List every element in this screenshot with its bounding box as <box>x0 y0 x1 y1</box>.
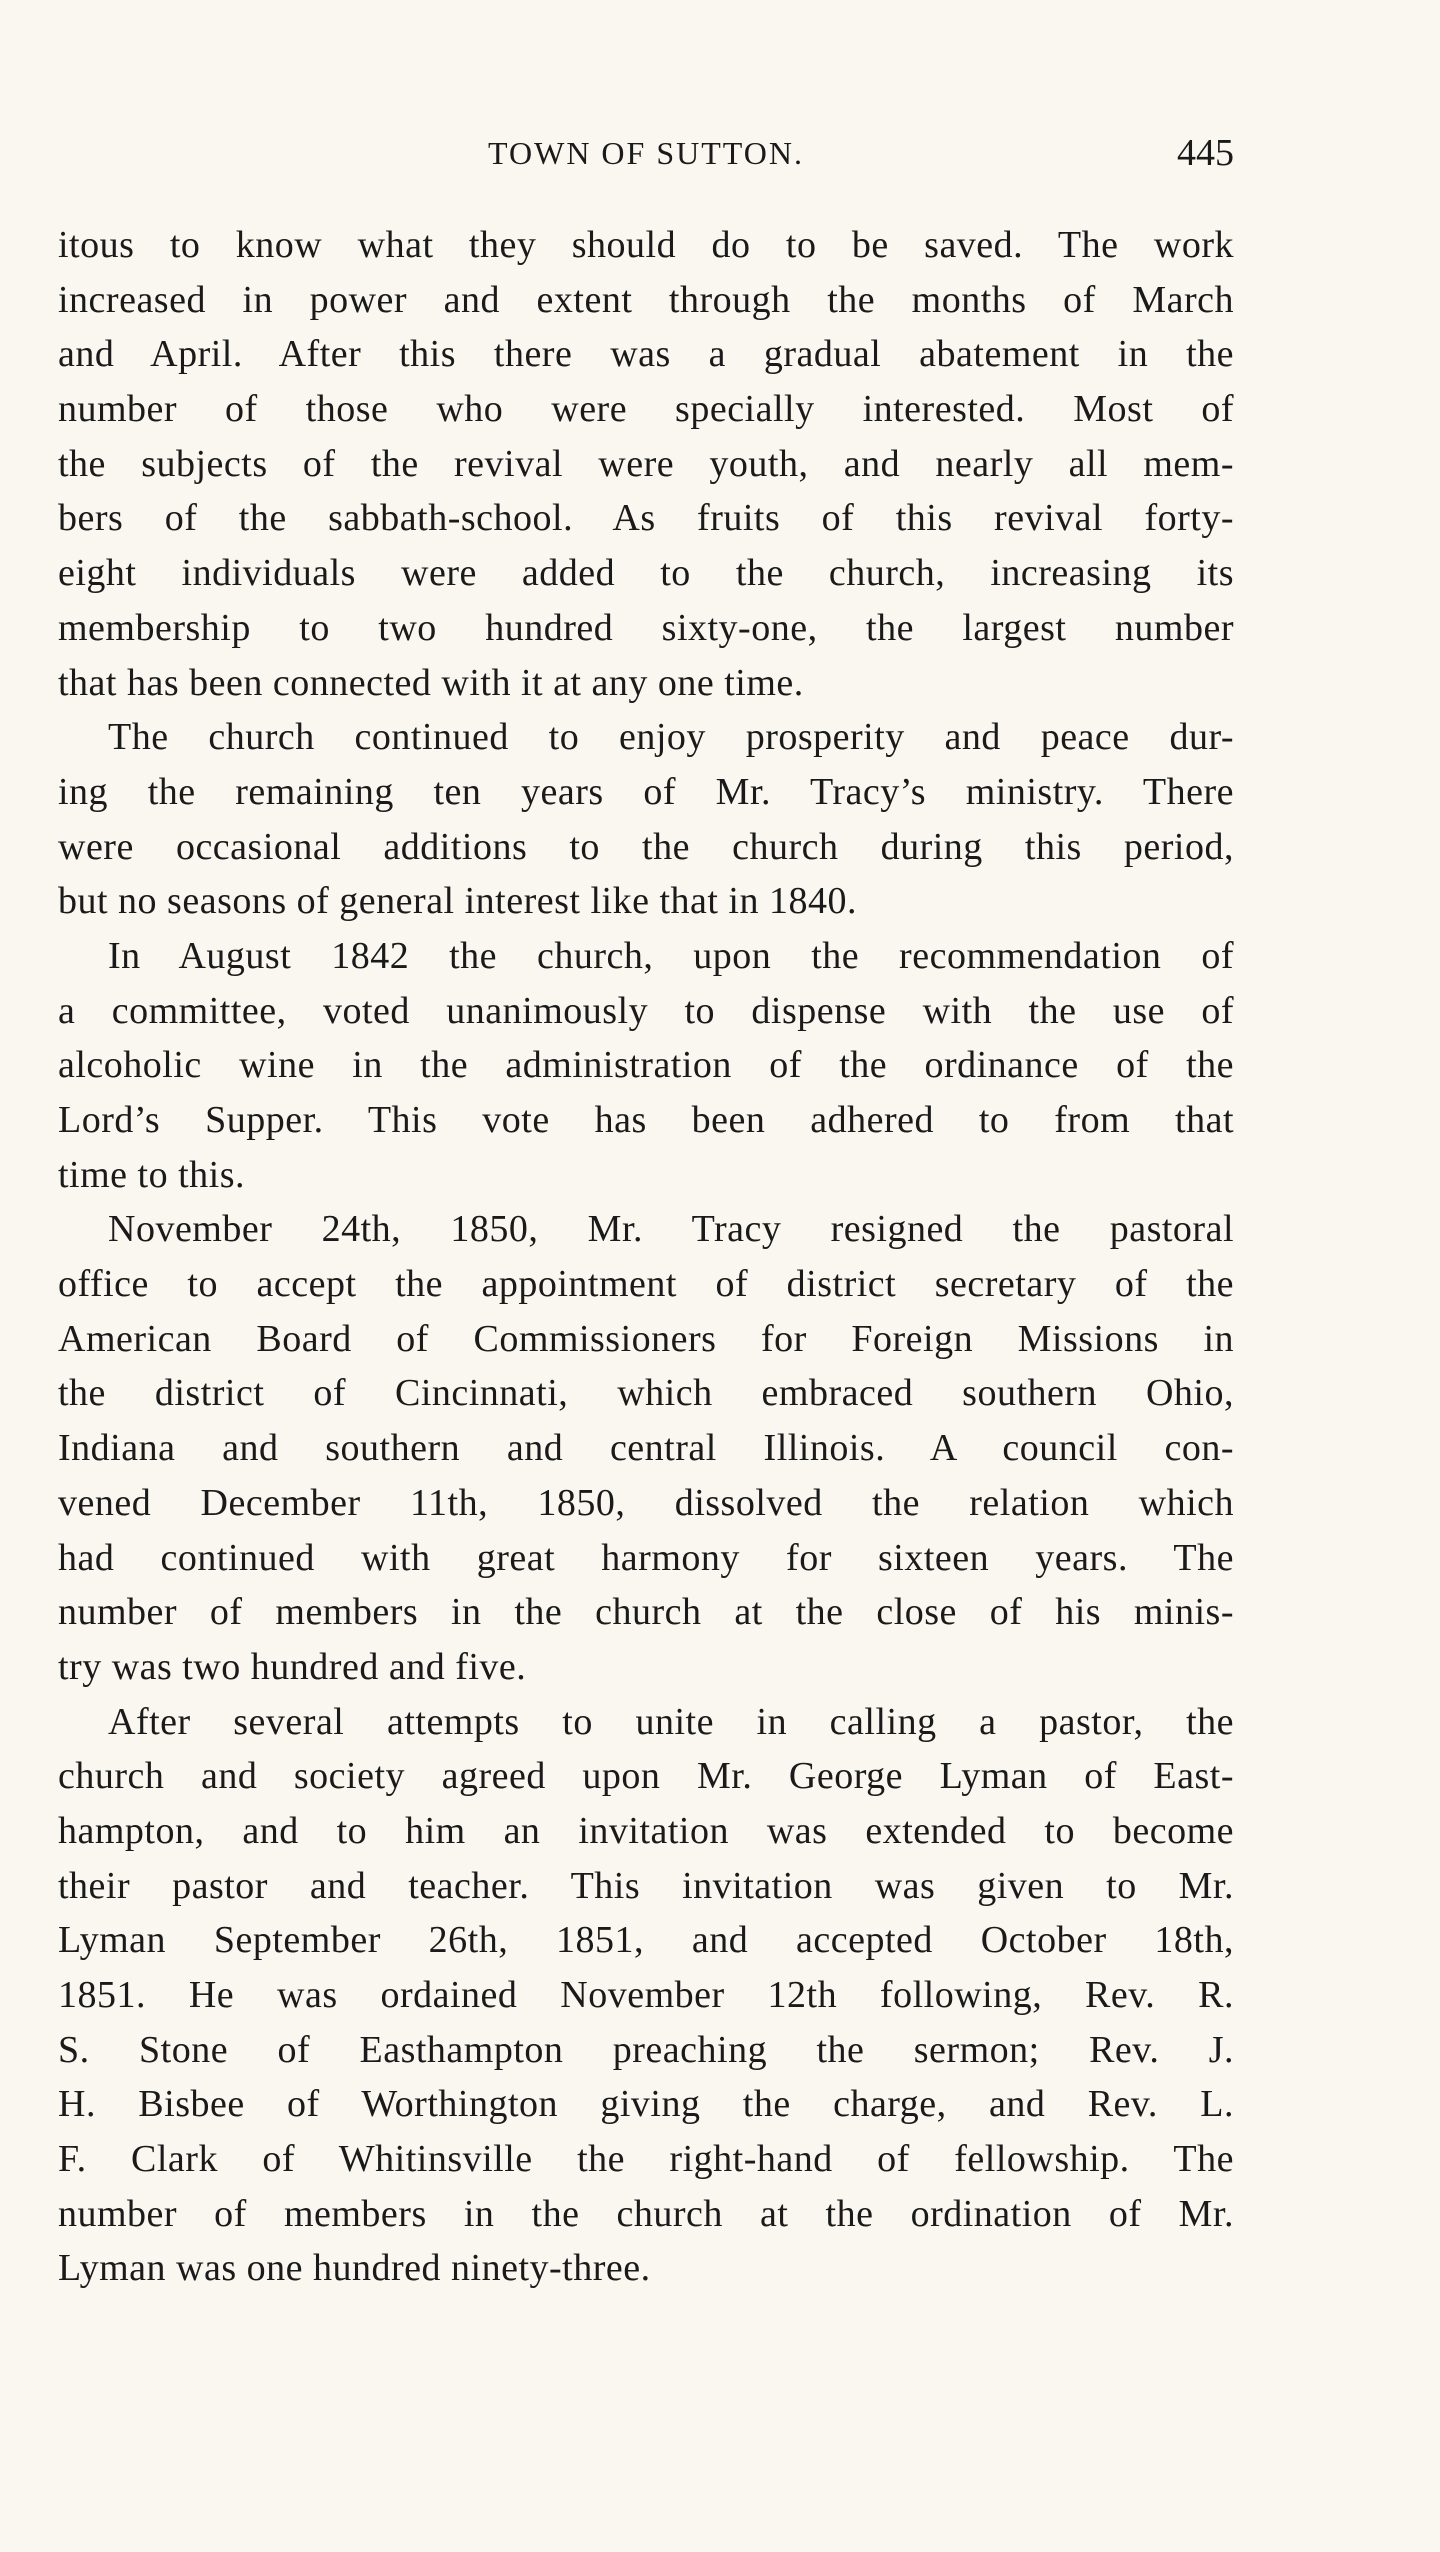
text-line: Indiana and southern and central Illinois. A council con- <box>58 1427 1234 1470</box>
text-line: The church continued to enjoy prosperity and peace dur- <box>108 716 1234 759</box>
text-line: American Board of Commissioners for Foreign Missions in <box>58 1317 1234 1360</box>
text-line: ing the remaining ten years of Mr. Tracy’s ministry. There <box>58 770 1234 813</box>
text-line: the subjects of the revival were youth, and nearly all mem- <box>58 442 1234 485</box>
text-line: Lyman September 26th, 1851, and accepted October 18th, <box>58 1919 1234 1962</box>
text-line: number of those who were specially interested. Most of <box>58 388 1234 431</box>
text-line: church and society agreed upon Mr. George Lyman of East- <box>58 1755 1234 1798</box>
text-line: their pastor and teacher. This invitation was given to Mr. <box>58 1864 1234 1907</box>
text-line: that has been connected with it at any one time. <box>58 661 804 704</box>
text-line: hampton, and to him an invitation was extended to become <box>58 1809 1234 1852</box>
text-line: number of members in the church at the close of his minis- <box>58 1591 1234 1634</box>
text-line: Lyman was one hundred ninety-three. <box>58 2247 651 2290</box>
text-line: vened December 11th, 1850, dissolved the relation which <box>58 1481 1234 1524</box>
text-line: had continued with great harmony for sixteen years. The <box>58 1536 1234 1579</box>
text-line: but no seasons of general interest like that in 1840. <box>58 880 857 923</box>
text-line: Lord’s Supper. This vote has been adhered to from that <box>58 1099 1234 1141</box>
running-head <box>58 128 1234 178</box>
text-line: membership to two hundred sixty-one, the largest number <box>58 606 1234 649</box>
text-line: November 24th, 1850, Mr. Tracy resigned the pastoral <box>108 1208 1234 1251</box>
text-line: increased in power and extent through the months of March <box>58 278 1234 321</box>
text-line: In August 1842 the church, upon the recommendation of <box>108 934 1234 977</box>
text-line: itous to know what they should do to be saved. The work <box>58 224 1234 266</box>
text-line: alcoholic wine in the administration of the ordinance of the <box>58 1044 1234 1087</box>
text-line: number of members in the church at the ordination of Mr. <box>58 2192 1234 2235</box>
text-line: S. Stone of Easthampton preaching the sermon; Rev. J. <box>58 2028 1234 2071</box>
text-line: and April. After this there was a gradual abatement in the <box>58 333 1234 376</box>
text-line: a committee, voted unanimously to dispense with the use of <box>58 989 1234 1032</box>
text-line: 1851. He was ordained November 12th following, Rev. R. <box>58 1974 1234 2016</box>
running-title: TOWN OF SUTTON. <box>488 135 804 171</box>
text-line: H. Bisbee of Worthington giving the charge, and Rev. L. <box>58 2083 1234 2126</box>
text-line: time to this. <box>58 1153 245 1196</box>
text-line: F. Clark of Whitinsville the right-hand of fellowship. The <box>58 2138 1234 2181</box>
text-line: bers of the sabbath-school. As fruits of this revival forty- <box>58 497 1234 540</box>
text-line: the district of Cincinnati, which embraced southern Ohio, <box>58 1372 1234 1415</box>
body-text <box>58 218 1234 2296</box>
text-line: were occasional additions to the church during this period, <box>58 825 1234 868</box>
text-line: eight individuals were added to the church, increasing its <box>58 552 1234 595</box>
text-line: office to accept the appointment of district secretary of the <box>58 1263 1234 1306</box>
page-number: 445 <box>1177 132 1234 174</box>
text-line: After several attempts to unite in calling a pastor, the <box>108 1700 1234 1743</box>
text-line: try was two hundred and five. <box>58 1645 527 1688</box>
